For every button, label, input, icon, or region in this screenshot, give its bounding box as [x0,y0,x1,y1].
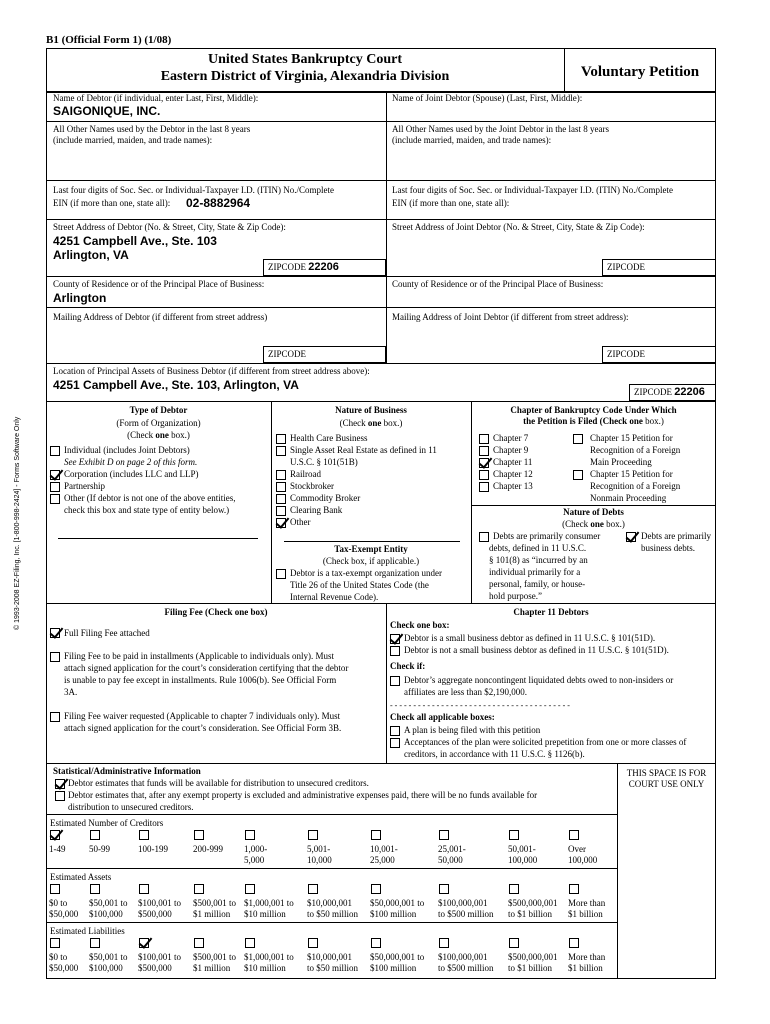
liabilities-option-4-checkbox[interactable] [194,938,204,948]
ein-label: EIN (if more than one, state all): [53,198,171,208]
liabilities-option-8-bot: to $500 million [438,963,494,973]
liabilities-option-1-top: $0 to [49,952,68,962]
assets-option-7-checkbox[interactable] [371,884,381,894]
mailing-zipcode-field[interactable] [263,346,386,363]
assets-option-8-checkbox[interactable] [439,884,449,894]
health-care-checkbox[interactable] [276,434,286,444]
corporation-label: Corporation (includes LLC and LLP) [64,469,199,479]
chapter-12-checkbox[interactable] [479,470,489,480]
ch11-check-if: Check if: [390,661,426,671]
partnership-label: Partnership [64,481,105,491]
chapter-15-nonmain-l2: Recognition of a Foreign [590,481,681,491]
aggregate-debts-l1: Debtor’s aggregate noncontingent liquidated debts owed to non-insiders or [404,675,674,685]
chapter-11-checkbox[interactable] [479,458,489,468]
acceptances-checkbox[interactable] [390,738,400,748]
creditors-option-5-bot: 5,000 [244,855,265,865]
chapter-13-checkbox[interactable] [479,482,489,492]
liabilities-option-3-bot: $500,000 [138,963,172,973]
county-label: County of Residence or of the Principal Place of Business: [53,279,265,289]
assets-option-3-checkbox[interactable] [139,884,149,894]
single-asset-label-2: U.S.C. § 101(51B) [290,457,358,467]
consumer-debts-l6: hold purpose.” [489,591,542,601]
assets-option-1-bot: $50,000 [49,909,79,919]
mailing-zip-label: ZIPCODE [268,349,306,359]
assets-option-10-bot: $1 billion [568,909,603,919]
chapter-9-label: Chapter 9 [493,445,529,455]
form-id: B1 (Official Form 1) (1/08) [46,34,172,46]
liabilities-option-5-top: $1,000,001 to [244,952,294,962]
assets-option-6-bot: to $50 million [307,909,359,919]
creditors-option-1-top: 1-49 [49,844,66,854]
joint-street-label: Street Address of Joint Debtor (No. & Street, City, State & Zip Code): [392,222,645,232]
liabilities-option-2-top: $50,001 to [89,952,128,962]
tax-exempt-sub: (Check box, if applicable.) [322,556,420,566]
aggregate-debts-l2: affiliates are less than $2,190,000. [404,687,528,697]
ch11-separator: - - - - - - - - - - - - - - - - - - - - - - - - - - - - - - - - - - - - - - - [390,701,570,710]
liabilities-option-3-checkbox[interactable] [139,938,149,948]
installments-l4: 3A. [64,687,78,697]
other-entity-checkbox[interactable] [50,494,60,504]
consumer-debts-l5: personal, family, or house- [489,579,586,589]
not-small-business-checkbox[interactable] [390,646,400,656]
creditors-option-7-top: 10,001- [370,844,398,854]
creditors-option-7-bot: 25,000 [370,855,395,865]
tax-exempt-title: Tax-Exempt Entity [334,544,408,554]
creditors-option-4-checkbox[interactable] [194,830,204,840]
chapter-15-nonmain-l3: Nonmain Proceeding [590,493,667,503]
other-business-checkbox[interactable] [276,518,286,528]
aggregate-debts-checkbox[interactable] [390,676,400,686]
debtor-name[interactable]: SAIGONIQUE, INC. [53,104,161,118]
location-zip-label: ZIPCODE [634,387,672,397]
other-entity-line[interactable] [58,538,258,539]
court-name: United States Bankruptcy Court [207,52,403,67]
assets-option-10-top: More than [568,898,606,908]
chapter-15-main-l1: Chapter 15 Petition for [590,433,673,443]
nature-debts-sub: (Check one box.) [562,519,625,529]
tax-exempt-l1: Debtor is a tax-exempt organization under [290,568,443,578]
liabilities-label: Estimated Liabilities [50,926,125,936]
liabilities-option-9-top: $500,000,001 [508,952,558,962]
county-value[interactable]: Arlington [53,291,107,305]
creditors-option-2-checkbox[interactable] [90,830,100,840]
small-business-label: Debtor is a small business debtor as defined in 11 U.S.C. § 101(51D). [404,633,656,643]
consumer-debts-l2: debts, defined in 11 U.S.C. [489,543,587,553]
assets-option-7-bot: $100 million [370,909,417,919]
assets-option-10-checkbox[interactable] [569,884,579,894]
filing-fee-title: Filing Fee (Check one box) [164,607,268,617]
street-line-2[interactable]: Arlington, VA [53,248,129,262]
no-funds-label-2: distribution to unsecured creditors. [68,802,194,812]
full-fee-label: Full Filing Fee attached [64,628,150,638]
corporation-checkbox[interactable] [50,470,60,480]
court-district: Eastern District of Virginia, Alexandria Division [160,69,450,84]
creditors-option-6-bot: 10,000 [307,855,332,865]
chapter-title-2: the Petition is Filed (Check one box.) [523,416,664,426]
individual-note: See Exhibit D on page 2 of this form. [64,457,198,467]
assets-option-2-checkbox[interactable] [90,884,100,894]
debtor-ein[interactable]: 02-8882964 [186,196,251,210]
fee-waiver-l1: Filing Fee waiver requested (Applicable to chapter 7 individuals only). Must [64,711,341,721]
creditors-option-4-top: 200-999 [193,844,223,854]
liabilities-option-1-bot: $50,000 [49,963,79,973]
mailing-label: Mailing Address of Debtor (if different from street address) [53,312,268,322]
liabilities-option-6-bot: to $50 million [307,963,359,973]
not-small-business-label: Debtor is not a small business debtor as defined in 11 U.S.C. § 101(51D). [404,645,669,655]
street-label: Street Address of Debtor (No. & Street, City, State & Zip Code): [53,222,286,232]
business-debts-l1: Debts are primarily [641,531,711,541]
liabilities-option-1-checkbox[interactable] [50,938,60,948]
liabilities-option-4-top: $500,001 to [193,952,237,962]
fee-waiver-l2: attach signed application for the court’s consideration. See Official Form 3B. [64,723,342,733]
joint-other-names-sub: (include married, maiden, and trade names): [392,135,552,145]
consumer-debts-l3: § 101(8) as “incurred by an [489,555,588,565]
chapter-12-label: Chapter 12 [493,469,533,479]
assets-option-4-checkbox[interactable] [194,884,204,894]
liabilities-option-3-top: $100,001 to [138,952,182,962]
liabilities-option-2-bot: $100,000 [89,963,123,973]
assets-option-9-bot: to $1 billion [508,909,553,919]
liabilities-option-2-checkbox[interactable] [90,938,100,948]
fee-waiver-checkbox[interactable] [50,712,60,722]
liabilities-option-5-checkbox[interactable] [245,938,255,948]
creditors-option-3-top: 100-199 [138,844,168,854]
consumer-debts-l4: individual primarily for a [489,567,581,577]
installments-l3: is unable to pay fee except in installments. Rule 1006(b). See Official Form [64,675,337,685]
software-credit: © 1993-2008 EZ-Filing, Inc. [1-800-998-2424] - Forms Software Only [14,416,21,630]
joint-zip-label: ZIPCODE [607,262,645,272]
creditors-option-10-bot: 100,000 [568,855,598,865]
creditors-option-10-checkbox[interactable] [569,830,579,840]
funds-available-checkbox[interactable] [55,779,65,789]
chapter-13-label: Chapter 13 [493,481,533,491]
joint-other-names-label: All Other Names used by the Joint Debtor in the last 8 years [392,124,609,134]
chapter-15-nonmain-l1: Chapter 15 Petition for [590,469,673,479]
zip-value: 22206 [308,261,339,273]
petition-title: Voluntary Petition [580,64,700,80]
assets-option-5-checkbox[interactable] [245,884,255,894]
creditors-option-7-checkbox[interactable] [371,830,381,840]
court-use-1: THIS SPACE IS FOR [626,768,707,778]
chapter-15-nonmain-checkbox[interactable] [573,470,583,480]
no-funds-checkbox[interactable] [55,791,65,801]
chapter-7-checkbox[interactable] [479,434,489,444]
creditors-option-10-top: Over [568,844,586,854]
chapter-15-main-l2: Recognition of a Foreign [590,445,681,455]
assets-option-9-checkbox[interactable] [509,884,519,894]
stockbroker-checkbox[interactable] [276,482,286,492]
full-fee-checkbox[interactable] [50,628,60,638]
assets-option-1-checkbox[interactable] [50,884,60,894]
installments-checkbox[interactable] [50,652,60,662]
assets-option-5-bot: $10 million [244,909,286,919]
other-entity-label-2: check this box and state type of entity below.) [64,505,230,515]
funds-available-label: Debtor estimates that funds will be available for distribution to unsecured creditors. [68,778,369,788]
assets-option-3-bot: $500,000 [138,909,172,919]
railroad-checkbox[interactable] [276,470,286,480]
health-care-label: Health Care Business [290,433,368,443]
consumer-debts-l1: Debts are primarily consumer [493,531,601,541]
creditors-option-9-top: 50,001- [508,844,536,854]
ch11-check-all: Check all applicable boxes: [390,712,495,722]
assets-option-8-top: $100,000,001 [438,898,488,908]
creditors-option-9-checkbox[interactable] [509,830,519,840]
creditors-option-8-checkbox[interactable] [439,830,449,840]
plan-filed-label: A plan is being filed with this petition [404,725,541,735]
location-value[interactable]: 4251 Campbell Ave., Ste. 103, Arlington, VA [53,378,299,392]
other-business-label: Other [290,517,311,527]
creditors-option-3-checkbox[interactable] [139,830,149,840]
joint-ein-label: EIN (if more than one, state all): [392,198,510,208]
acceptances-l2: creditors, in accordance with 11 U.S.C. § 1126(b). [404,749,585,759]
stockbroker-label: Stockbroker [290,481,334,491]
assets-option-9-top: $500,000,001 [508,898,558,908]
consumer-debts-checkbox[interactable] [479,532,489,542]
liabilities-option-10-bot: $1 billion [568,963,603,973]
type-of-debtor-sub2: (Check one box.) [127,430,190,440]
individual-label: Individual (includes Joint Debtors) [64,445,190,455]
liabilities-option-7-bot: $100 million [370,963,417,973]
single-asset-checkbox[interactable] [276,446,286,456]
liabilities-option-9-checkbox[interactable] [509,938,519,948]
assets-option-5-top: $1,000,001 to [244,898,294,908]
location-label: Location of Principal Assets of Business Debtor (if different from street address above): [53,366,370,376]
assets-option-4-top: $500,001 to [193,898,237,908]
liabilities-option-4-bot: $1 million [193,963,231,973]
partnership-checkbox[interactable] [50,482,60,492]
creditors-option-1-checkbox[interactable] [50,830,60,840]
joint-county-label: County of Residence or of the Principal Place of Business: [392,279,604,289]
creditors-label: Estimated Number of Creditors [50,818,164,828]
commodity-broker-checkbox[interactable] [276,494,286,504]
assets-option-7-top: $50,000,001 to [370,898,425,908]
assets-option-6-checkbox[interactable] [308,884,318,894]
chapter-15-main-checkbox[interactable] [573,434,583,444]
location-zipcode-field[interactable] [629,384,716,401]
chapter-7-label: Chapter 7 [493,433,529,443]
joint-zipcode-field[interactable] [602,259,716,276]
joint-mailing-label: Mailing Address of Joint Debtor (if different from street address): [392,312,629,322]
individual-checkbox[interactable] [50,446,60,456]
liabilities-option-10-checkbox[interactable] [569,938,579,948]
creditors-option-9-bot: 100,000 [508,855,538,865]
business-debts-l2: business debts. [641,543,695,553]
liabilities-option-7-checkbox[interactable] [371,938,381,948]
assets-option-1-top: $0 to [49,898,68,908]
single-asset-label: Single Asset Real Estate as defined in 11 [290,445,437,455]
liabilities-option-9-bot: to $1 billion [508,963,553,973]
liabilities-option-6-top: $10,000,001 [307,952,352,962]
assets-option-3-top: $100,001 to [138,898,182,908]
assets-option-8-bot: to $500 million [438,909,494,919]
type-of-debtor-title: Type of Debtor [129,405,188,415]
joint-ssn-label: Last four digits of Soc. Sec. or Individual-Taxpayer I.D. (ITIN) No./Complete [392,185,674,195]
installments-l1: Filing Fee to be paid in installments (Applicable to individuals only). Must [64,651,334,661]
other-entity-label-1: Other (If debtor is not one of the above entities, [64,493,236,503]
chapter-11-label: Chapter 11 [493,457,533,467]
plan-filed-checkbox[interactable] [390,726,400,736]
assets-option-2-top: $50,001 to [89,898,128,908]
clearing-bank-label: Clearing Bank [290,505,343,515]
liabilities-option-7-top: $50,000,001 to [370,952,425,962]
location-zip-value: 22206 [674,386,705,398]
liabilities-option-8-top: $100,000,001 [438,952,488,962]
joint-mailing-zipcode-field[interactable] [602,346,716,363]
creditors-option-2-top: 50-99 [89,844,110,854]
zip-label: ZIPCODE [268,262,306,272]
creditors-option-6-top: 5,001- [307,844,331,854]
business-debts-checkbox[interactable] [626,532,636,542]
other-names-sub: (include married, maiden, and trade names): [53,135,213,145]
liabilities-option-8-checkbox[interactable] [439,938,449,948]
ch11-title: Chapter 11 Debtors [513,607,589,617]
nature-business-sub: (Check one box.) [339,418,403,428]
tax-exempt-l2: Title 26 of the United States Code (the [290,580,429,590]
acceptances-l1: Acceptances of the plan were solicited prepetition from one or more classes of [404,737,687,747]
street-line-1[interactable]: 4251 Campbell Ave., Ste. 103 [53,234,217,248]
liabilities-option-10-top: More than [568,952,606,962]
liabilities-option-5-bot: $10 million [244,963,286,973]
joint-mailing-zip-label: ZIPCODE [607,349,645,359]
nature-debts-title: Nature of Debts [563,507,624,517]
zipcode-field[interactable] [263,259,386,276]
no-funds-label: Debtor estimates that, after any exempt property is excluded and administrative expenses paid, there will be no funds available for [68,790,538,800]
commodity-broker-label: Commodity Broker [290,493,361,503]
creditors-option-6-checkbox[interactable] [308,830,318,840]
installments-l2: attach signed application for the court’s consideration certifying that the debtor [64,663,349,673]
tax-exempt-checkbox[interactable] [276,569,286,579]
creditors-option-8-bot: 50,000 [438,855,463,865]
nature-business-title: Nature of Business [335,405,407,415]
assets-option-4-bot: $1 million [193,909,231,919]
other-names-label: All Other Names used by the Debtor in the last 8 years [53,124,251,134]
ssn-label: Last four digits of Soc. Sec. or Individual-Taxpayer I.D. (ITIN) No./Complete [53,185,335,195]
creditors-option-5-checkbox[interactable] [245,830,255,840]
railroad-label: Railroad [290,469,321,479]
assets-option-2-bot: $100,000 [89,909,123,919]
creditors-option-5-top: 1,000- [244,844,268,854]
stat-title: Statistical/Administrative Information [53,766,201,776]
liabilities-option-6-checkbox[interactable] [308,938,318,948]
court-use-2: COURT USE ONLY [628,779,705,789]
small-business-checkbox[interactable] [390,634,400,644]
chapter-15-main-l3: Main Proceeding [590,457,652,467]
tax-exempt-l3: Internal Revenue Code). [290,592,379,602]
creditors-option-8-top: 25,001- [438,844,466,854]
debtor-name-label: Name of Debtor (if individual, enter Last, First, Middle): [53,93,259,103]
ch11-check-one: Check one box: [390,620,450,630]
assets-label: Estimated Assets [50,872,112,882]
type-of-debtor-sub1: (Form of Organization) [116,418,201,428]
joint-name-label: Name of Joint Debtor (Spouse) (Last, First, Middle): [392,93,583,103]
chapter-title: Chapter of Bankruptcy Code Under Which [510,405,677,415]
assets-option-6-top: $10,000,001 [307,898,352,908]
